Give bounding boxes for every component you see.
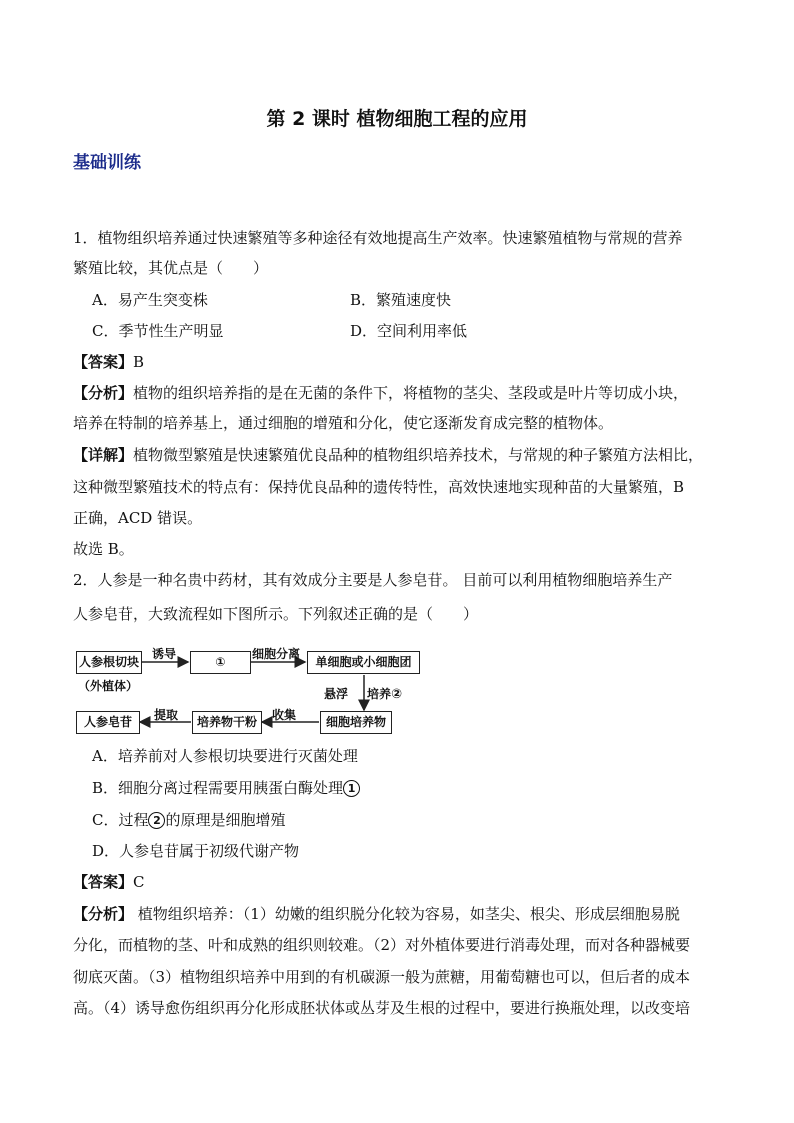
analysis-text: 植物组织培养：（1）幼嫩的组织脱分化较为容易，如茎尖、根尖、形成层细胞易脱	[133, 905, 680, 923]
page-title: 第 2 课时 植物细胞工程的应用	[266, 108, 528, 130]
q1-conclusion: 故选 B。	[73, 540, 134, 558]
q2-option-c-suffix: 的原理是细胞增殖	[165, 811, 286, 829]
box-cell-culture: 细胞培养物	[320, 711, 392, 734]
q2-option-b-text: B．细胞分离过程需要用胰蛋白酶处理	[92, 779, 344, 797]
label-culture	[367, 685, 402, 702]
box-ginsenoside: 人参皂苷	[76, 711, 140, 734]
q2-option-d: D．人参皂苷属于初级代谢产物	[92, 842, 300, 860]
q2-option-c	[92, 810, 286, 830]
label-culture-number: ②	[391, 687, 403, 702]
q1-option-c: C．季节性生产明显	[92, 322, 224, 340]
q2-analysis-line-1	[73, 904, 680, 924]
q1-stem-line-1: 1．植物组织培养通过快速繁殖等多种途径有效地提高生产效率。快速繁殖植物与常规的营养	[73, 229, 683, 247]
q1-option-d: D．空间利用率低	[350, 322, 468, 340]
answer-value: C	[133, 873, 145, 891]
q1-detail-line-3: 正确，ACD 错误。	[73, 509, 203, 527]
box-single-cell: 单细胞或小细胞团	[307, 651, 420, 674]
q2-option-b	[92, 778, 360, 798]
answer-tag: 【答案】	[73, 873, 134, 891]
circled-number-1: 1	[343, 780, 360, 797]
q1-analysis-line-2: 培养在特制的培养基上，通过细胞的增殖和分化，使它逐渐发育成完整的植物体。	[73, 414, 614, 432]
analysis-text: 植物的组织培养指的是在无菌的条件下，将植物的茎尖、茎段或是叶片等切成小块，	[133, 384, 689, 402]
label-culture-text: 培养	[367, 687, 392, 701]
circled-number-2: 2	[148, 812, 165, 829]
q2-option-c-prefix: C．过程	[92, 811, 149, 829]
section-heading: 基础训练	[73, 153, 141, 173]
analysis-tag: 【分析】	[73, 905, 134, 923]
q1-option-b: B．繁殖速度快	[350, 291, 452, 309]
box-dry-powder: 培养物干粉	[192, 711, 262, 734]
q1-stem-line-2: 繁殖比较，其优点是（ ）	[73, 259, 269, 277]
answer-value: B	[133, 353, 145, 371]
label-separate: 细胞分离	[252, 647, 301, 661]
analysis-tag: 【分析】	[73, 384, 134, 402]
label-explant: （外植体）	[78, 679, 139, 693]
answer-tag: 【答案】	[73, 353, 134, 371]
q1-option-a: A．易产生突变株	[92, 291, 208, 309]
detail-tag: 【详解】	[73, 446, 134, 464]
detail-text: 植物微型繁殖是快速繁殖优良品种的植物组织培养技术，与常规的种子繁殖方法相比，	[133, 446, 704, 464]
label-suspend: 悬浮	[324, 687, 349, 701]
q2-stem-line-1: 2．人参是一种名贵中药材，其有效成分主要是人参皂苷。 目前可以利用植物细胞培养生产	[73, 571, 673, 589]
q2-analysis-line-4: 高。（4）诱导愈伤组织再分化形成胚状体或丛芽及生根的过程中，要进行换瓶处理，以改变培	[73, 999, 691, 1017]
label-induce: 诱导	[152, 647, 177, 661]
label-collect: 收集	[272, 708, 297, 722]
q2-analysis-line-2: 分化，而植物的茎、叶和成熟的组织则较难。（2）对外植体要进行消毒处理，而对各种器械要	[73, 936, 691, 954]
q2-stem-line-2: 人参皂苷，大致流程如下图所示。下列叙述正确的是（ ）	[73, 605, 479, 623]
q2-option-a: A．培养前对人参根切块要进行灭菌处理	[92, 747, 358, 765]
q2-answer	[73, 872, 145, 892]
label-extract: 提取	[154, 708, 179, 722]
box-step-1: ①	[190, 651, 251, 674]
box-root-chunk: 人参根切块	[76, 651, 142, 674]
q1-detail-line-2: 这种微型繁殖技术的特点有：保持优良品种的遗传特性，高效快速地实现种苗的大量繁殖，B	[73, 478, 685, 496]
q2-analysis-line-3: 彻底灭菌。（3）植物组织培养中用到的有机碳源一般为蔗糖，用葡萄糖也可以，但后者的成本	[73, 968, 691, 986]
